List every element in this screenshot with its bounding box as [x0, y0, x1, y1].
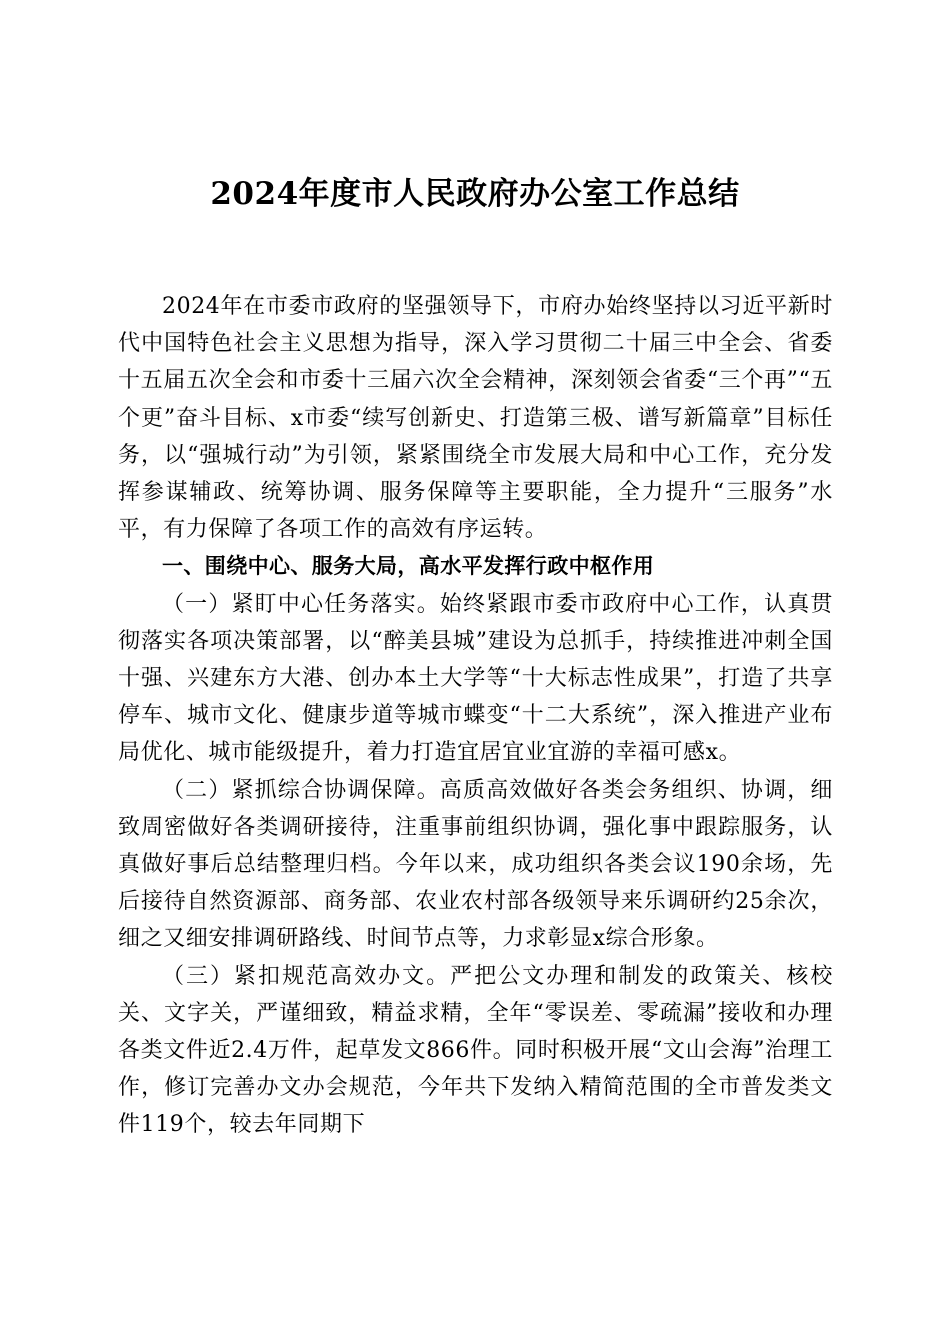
- subsection-paragraph-2: （二）紧抓综合协调保障。高质高效做好各类会务组织、协调，细致周密做好各类调研接待，注重事前组织协调，强化事中跟踪服务，认真做好事后总结整理归档。今年以来，成功组织各类会议190余场，先后接待自然资源部、商务部、农业农村部各级领导来乐调研约25余次，细之又细安排调研路线、时间节点等，力求彰显x综合形象。: [118, 777, 833, 952]
- document-body: [118, 288, 833, 1144]
- intro-paragraph: 2024年在市委市政府的坚强领导下，市府办始终坚持以习近平新时代中国特色社会主义思想为指导，深入学习贯彻二十届三中全会、省委十五届五次全会和市委十三届六次全会精神，深刻领会省委“三个再”“五个更”奋斗目标、x市委“续写创新史、打造第三极、谱写新篇章”目标任务，以“强城行动”为引领，紧紧围绕全市发展大局和中心工作，充分发挥参谋辅政、统筹协调、服务保障等主要职能，全力提升“三服务”水平，有力保障了各项工作的高效有序运转。: [118, 294, 833, 543]
- subsection-paragraph-3: （三）紧扣规范高效办文。严把公文办理和制发的政策关、核校关、文字关，严谨细致，精益求精，全年“零误差、零疏漏”接收和办理各类文件近2.4万件，起草发文866件。同时积极开展“文山会海”治理工作，修订完善办文办会规范，今年共下发纳入精简范围的全市普发类文件119个，较去年同期下: [118, 963, 833, 1138]
- section-heading-1: 一、围绕中心、服务大局，高水平发挥行政中枢作用: [162, 554, 655, 579]
- subsection-paragraph-1: （一）紧盯中心任务落实。始终紧跟市委市政府中心工作，认真贯彻落实各项决策部署，以“醉美县城”建设为总抓手，持续推进冲刺全国十强、兴建东方大港、创办本土大学等“十大标志性成果”，打造了共享停车、城市文化、健康步道等城市蝶变“十二大系统”，深入推进产业布局优化、城市能级提升，着力打造宜居宜业宜游的幸福可感x。: [118, 591, 833, 766]
- document-title: 2024年度市人民政府办公室工作总结: [210, 176, 740, 212]
